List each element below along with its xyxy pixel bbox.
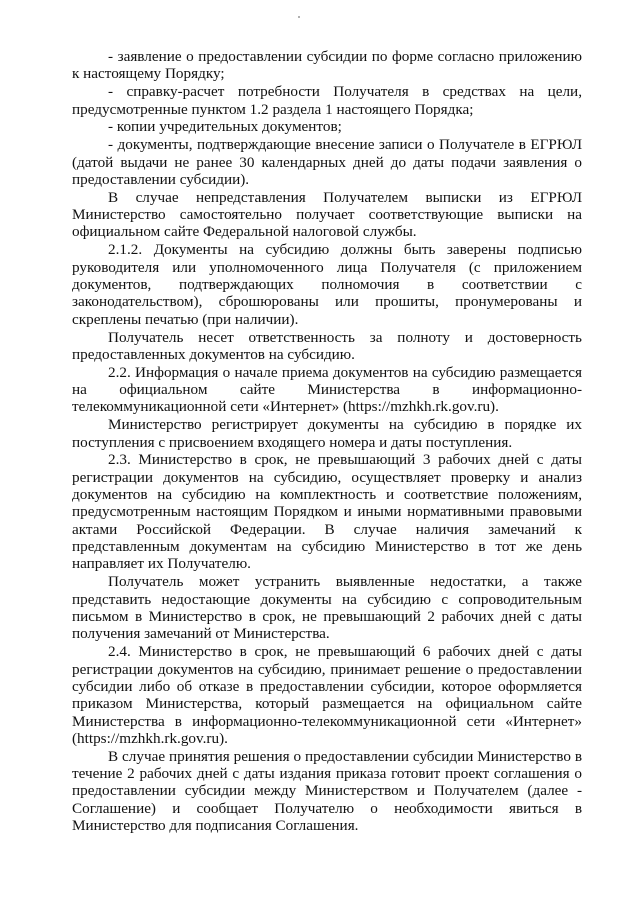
list-item-egrul-documents: - документы, подтверждающие внесение записи о Получателе в ЕГРЮЛ (датой выдачи не ранее 30 календарных дней до даты подачи заявления о предоставлении субсидии). (72, 136, 582, 188)
list-item-application: - заявление о предоставлении субсидии по форме согласно приложению к настоящему Порядку; (72, 48, 582, 83)
paragraph-agreement: В случае принятия решения о предоставлении субсидии Министерство в течение 2 рабочих дней с даты издания приказа готовит проект соглашения о предоставлении субсидии между Министерством и Получателем (далее - Соглашение) и сообщает Получателю о необходимости явиться в Министерство для подписания Соглашения. (72, 747, 582, 835)
paragraph-2-1-2: 2.1.2. Документы на субсидию должны быть заверены подписью руководителя или уполномоченного лица Получателя (с приложением документов, подтверждающих полномочия в соответствии с законодательством), сброшюрованы или прошиты, пронумерованы и скреплены печатью (при наличии). (72, 241, 582, 328)
paragraph-corrections: Получатель может устранить выявленные недостатки, а также представить недостающие документы на субсидию с сопроводительным письмом в Министерство в срок, не превышающий 2 рабочих дней с даты получения замечаний от Министерства. (72, 573, 582, 643)
paragraph-2-4: 2.4. Министерство в срок, не превышающий 6 рабочих дней с даты регистрации документов на субсидию, принимает решение о предоставлении субсидии либо об отказе в предоставлении субсидии, которое оформляется приказом Министерства, который размещается на официальном сайте Министерства в информационно-телекоммуникационной сети «Интернет» (https://mzhkh.rk.gov.ru). (72, 643, 582, 747)
list-item-calculation: - справку-расчет потребности Получателя в средствах на цели, предусмотренные пунктом 1.2 раздела 1 настоящего Порядка; (72, 83, 582, 118)
paragraph-2-2: 2.2. Информация о начале приема документов на субсидию размещается на официальном сайте Министерства в информационно-телекоммуникационной сети «Интернет» (https://mzhkh.rk.gov.ru). (72, 363, 582, 416)
paragraph-responsibility: Получатель несет ответственность за полноту и достоверность предоставленных документов на субсидию. (72, 328, 582, 363)
scan-speck (298, 16, 300, 18)
list-item-charter-copies: - копии учредительных документов; (108, 118, 342, 136)
paragraph-egrul-extract: В случае непредставления Получателем выписки из ЕГРЮЛ Министерство самостоятельно получает соответствующие выписки на официальном сайте Федеральной налоговой службы. (72, 188, 582, 241)
paragraph-2-3: 2.3. Министерство в срок, не превышающий 3 рабочих дней с даты регистрации документов на субсидию, осуществляет проверку и анализ документов на субсидию на комплектность и соответствие положениям, предусмотренным настоящим Порядком и иными нормативными правовыми актами Российской Федерации. В случае наличия замечаний к представленным документам на субсидию Министерство в тот же день направляет их Получателю. (72, 451, 582, 573)
paragraph-registration: Министерство регистрирует документы на субсидию в порядке их поступления с присвоением входящего номера и даты поступления. (72, 416, 582, 451)
